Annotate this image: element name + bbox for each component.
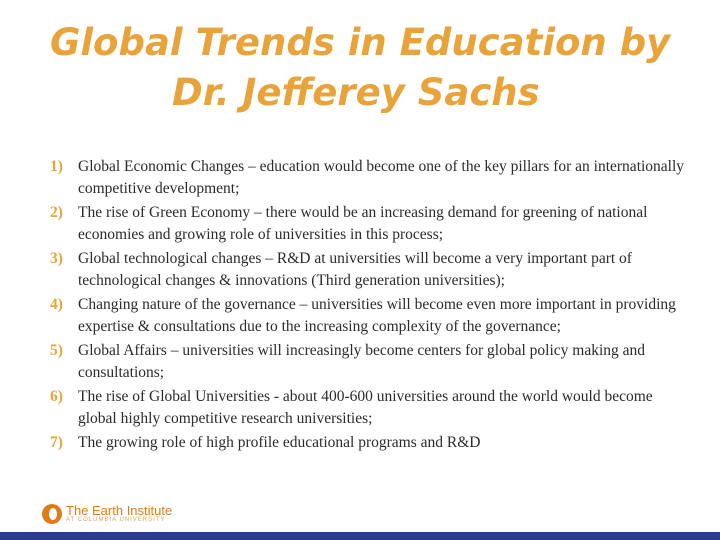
list-item (50, 340, 690, 384)
earth-institute-logo-icon (42, 504, 62, 524)
list-item-number: 6) (50, 388, 63, 405)
logo-text (66, 504, 172, 524)
logo-subtitle: AT COLUMBIA UNIVERSITY (66, 517, 166, 523)
bottom-bar (0, 532, 720, 540)
list-item (50, 386, 690, 430)
list-item-number: 1) (50, 158, 63, 175)
list-item-number: 7) (50, 434, 63, 451)
list-item (50, 202, 690, 246)
list-item-text: The rise of Global Universities - about 400-600 universities around the world would become global highly competitive research universities; (78, 388, 653, 427)
list-item (50, 294, 690, 338)
list-item-number: 4) (50, 296, 63, 313)
list-item-number: 3) (50, 250, 63, 267)
slide-title (0, 18, 720, 118)
list-item-text: The growing role of high profile educational programs and R&D (78, 434, 481, 451)
list-item (50, 432, 690, 454)
list-item-text: Global technological changes – R&D at universities will become a very important part of technological changes & innovations (Third generation universities); (78, 250, 632, 289)
list-item-text: Global Affairs – universities will increasingly become centers for global policy making and consultations; (78, 342, 646, 381)
list-item-number: 5) (50, 342, 63, 359)
list-item (50, 248, 690, 292)
slide-title-line-2: Dr. Jefferey Sachs (172, 71, 540, 114)
logo-name: The Earth Institute (66, 503, 173, 518)
slide-title-line-1: Global Trends in Education by (50, 21, 671, 64)
list-item-text: Changing nature of the governance – universities will become even more important in providing expertise & consultations due to the increasing complexity of the governance; (78, 296, 676, 335)
list-item-text: Global Economic Changes – education would become one of the key pillars for an internationally competitive development; (78, 158, 685, 197)
list-item (50, 156, 690, 200)
list-item-text: The rise of Green Economy – there would be an increasing demand for greening of national economies and growing role of universities in this process; (78, 204, 648, 243)
trends-list (50, 156, 690, 456)
list-item-number: 2) (50, 204, 63, 221)
earth-institute-logo (42, 502, 172, 526)
